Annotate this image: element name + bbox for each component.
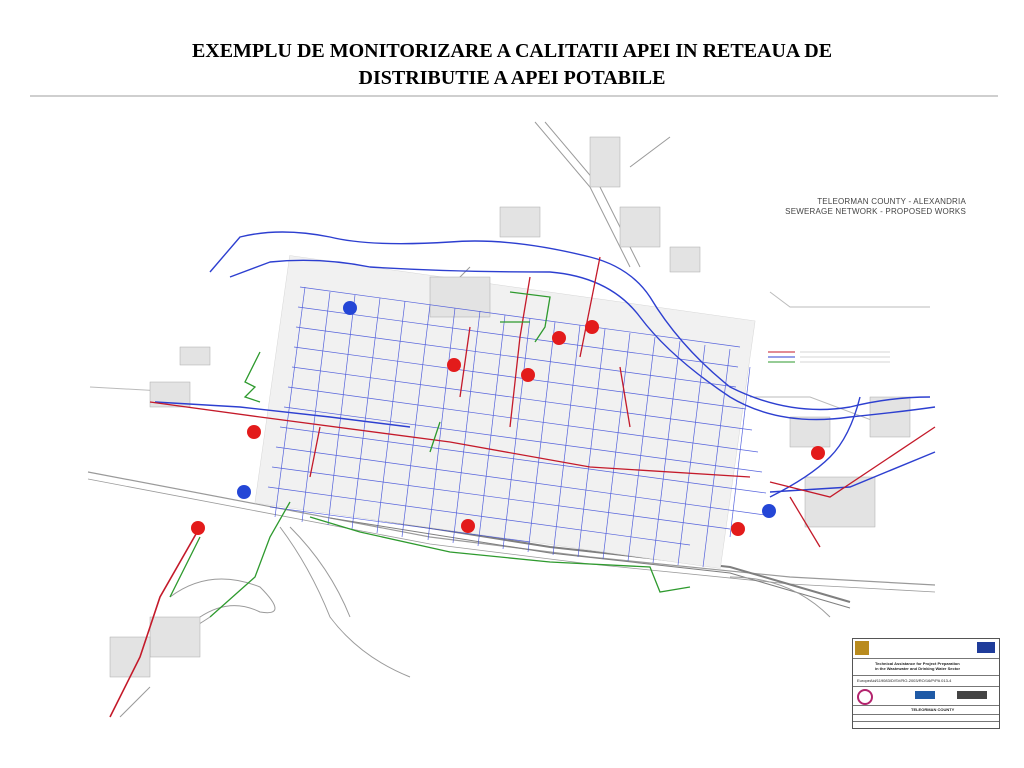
map-drawing [30,97,998,727]
monitoring-point-red [552,331,566,345]
page-title-line2: DISTRIBUTIE A APEI POTABILE [358,67,666,89]
monitoring-point-red [461,519,475,533]
page-title-line1: EXEMPLU DE MONITORIZARE A CALITATII APEI IN RETEAUA DE [191,40,833,62]
eu-flag-icon [977,642,995,653]
map-label [785,197,966,217]
location-name: TELEORMAN COUNTY [911,707,955,712]
monitoring-point-red [247,425,261,439]
monitoring-point-blue [237,485,251,499]
map-label-line2: SEWERAGE NETWORK - PROPOSED WORKS [785,207,966,216]
project-title-line2: in the Wastewater and Drinking Water Sector [875,666,961,671]
map-legend [768,352,890,362]
drawing-title-block [852,638,1000,729]
monitoring-point-red [585,320,599,334]
project-title-line1: Technical Assistance for Project Preparation [875,661,960,666]
network-map [30,97,998,727]
monitoring-point-red [811,446,825,460]
page-title [0,38,1024,92]
monitoring-point-blue [343,301,357,315]
map-label-line1: TELEORMAN COUNTY - ALEXANDRIA [817,197,966,206]
utcb-logo-icon [957,691,987,699]
monitoring-point-red [731,522,745,536]
gfa-logo-icon [915,691,935,699]
monitoring-point-red [191,521,205,535]
consultant-logo-icon [857,689,873,705]
contract-number: EuropeAid/119083/D/SV/RO-2003/RO/16/P/PA 013-4 [857,678,952,683]
coat-of-arms-icon [855,641,869,655]
monitoring-point-red [521,368,535,382]
monitoring-point-red [447,358,461,372]
monitoring-point-blue [762,504,776,518]
